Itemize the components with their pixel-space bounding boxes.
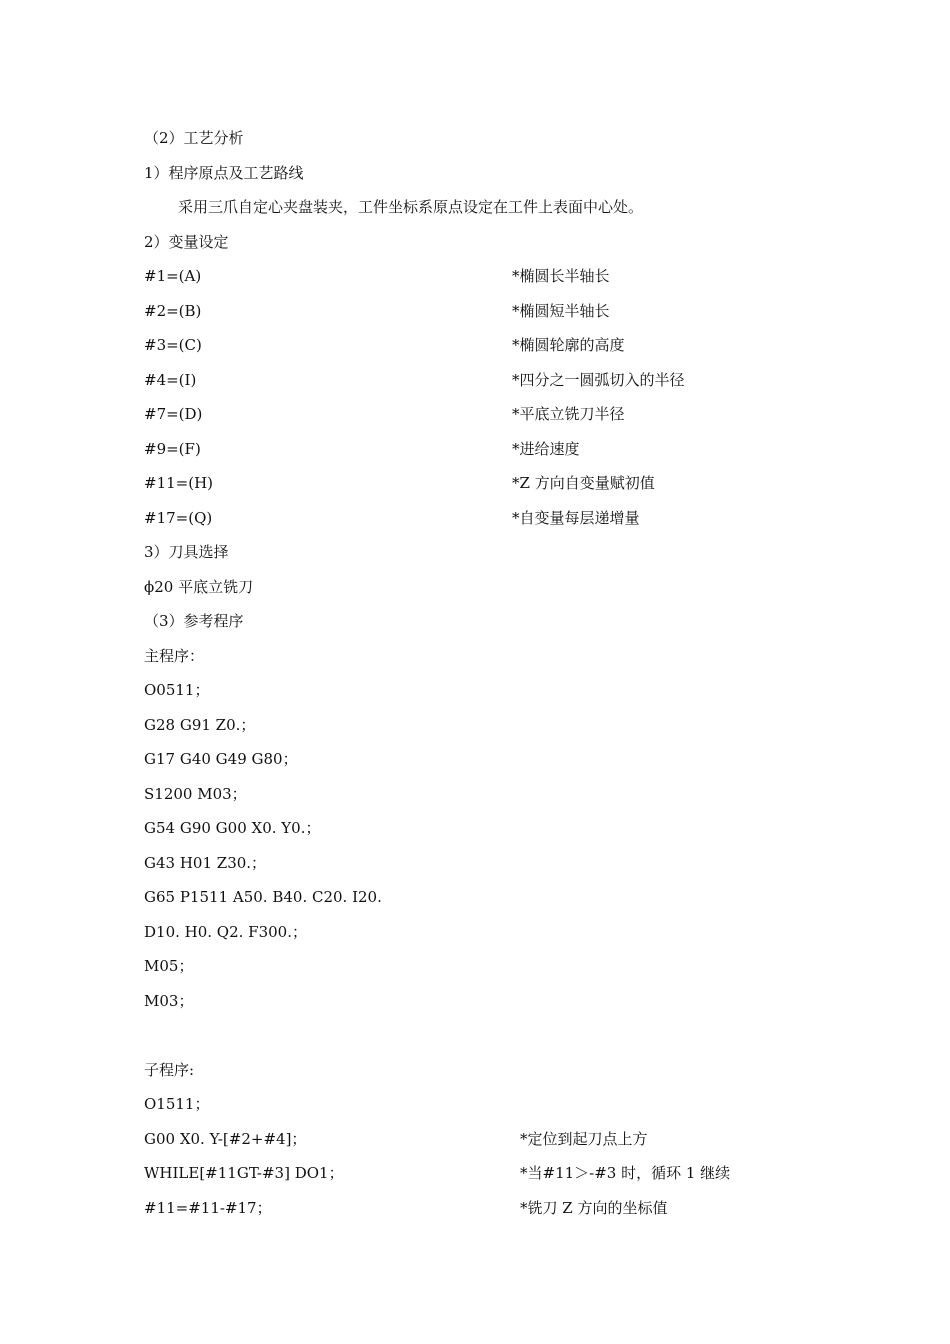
variables-heading: 2）变量设定 (144, 233, 229, 251)
origin-text: 采用三爪自定心夹盘装夹，工件坐标系原点设定在工件上表面中心处。 (178, 198, 644, 216)
variable-comment: *椭圆长半轴长 (512, 267, 610, 285)
variable-code: #7=(D) (144, 405, 203, 423)
main-program-line: G43 H01 Z30.； (144, 854, 267, 872)
main-program-line: S1200 M03； (144, 785, 247, 803)
main-program-line: D10. H0. Q2. F300.； (144, 923, 307, 941)
variable-comment: *Z 方向自变量赋初值 (512, 474, 655, 492)
main-program-line: M03； (144, 992, 194, 1010)
variable-comment: *自变量每层递增量 (512, 509, 640, 527)
variable-code: #4=(I) (144, 371, 197, 389)
variable-comment: *椭圆轮廓的高度 (512, 336, 625, 354)
main-program-line: G65 P1511 A50. B40. C20. I20. (144, 888, 382, 906)
sub-program-code: #11=#11-#17； (144, 1199, 272, 1217)
variable-code: #1=(A) (144, 267, 202, 285)
sub-program-code: G00 X0. Y-[#2+#4]； (144, 1130, 307, 1148)
main-program-line: M05； (144, 957, 194, 975)
variable-code: #11=(H) (144, 474, 214, 492)
variable-comment: *进给速度 (512, 440, 580, 458)
sub-program-comment: *当#11＞-#3 时，循环 1 继续 (520, 1164, 731, 1182)
variable-code: #17=(Q) (144, 509, 213, 527)
main-program-line: G17 G40 G49 G80； (144, 750, 298, 768)
origin-heading: 1）程序原点及工艺路线 (144, 164, 304, 182)
variable-code: #9=(F) (144, 440, 201, 458)
sub-program-comment: *铣刀 Z 方向的坐标值 (520, 1199, 668, 1217)
main-program-line: G28 G91 Z0.； (144, 716, 256, 734)
variable-comment: *椭圆短半轴长 (512, 302, 610, 320)
analysis-heading: （2）工艺分析 (144, 129, 244, 147)
sub-program-code: WHILE[#11GT-#3] DO1； (144, 1164, 344, 1182)
sub-program-comment: *定位到起刀点上方 (520, 1130, 648, 1148)
variable-comment: *平底立铣刀半径 (512, 405, 625, 423)
sub-program-code: O1511； (144, 1095, 210, 1113)
tool-text: ϕ20 平底立铣刀 (144, 578, 254, 596)
sub-program-label: 子程序: (144, 1061, 195, 1079)
main-program-line: G54 G90 G00 X0. Y0.； (144, 819, 321, 837)
tool-heading: 3）刀具选择 (144, 543, 229, 561)
variable-code: #3=(C) (144, 336, 202, 354)
variable-comment: *四分之一圆弧切入的半径 (512, 371, 685, 389)
main-program-line: O0511； (144, 681, 210, 699)
variable-code: #2=(B) (144, 302, 202, 320)
program-heading: （3）参考程序 (144, 612, 244, 630)
main-program-label: 主程序： (144, 647, 205, 665)
